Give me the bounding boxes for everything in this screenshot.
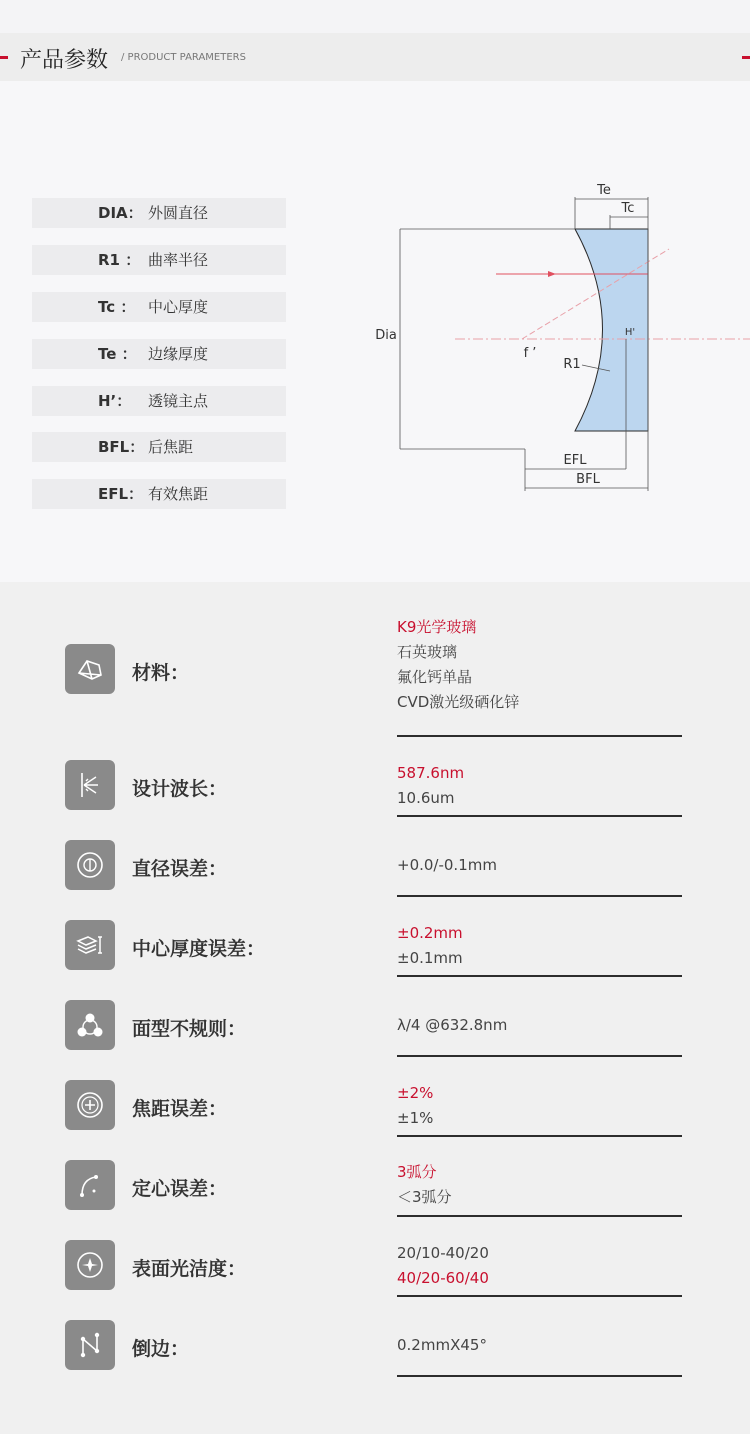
- legend-row: [32, 479, 286, 509]
- spec-value: 40/20-60/40: [397, 1269, 489, 1287]
- spec-value: ±1%: [397, 1109, 434, 1127]
- legend-desc: 外圆直径: [148, 204, 209, 222]
- header-accent-left: [0, 56, 8, 59]
- spec-value: 石英玻璃: [397, 643, 458, 661]
- legend-row: [32, 292, 286, 322]
- thickness-icon: [65, 920, 115, 970]
- spec-values: [397, 921, 682, 971]
- legend-desc: 中心厚度: [148, 298, 209, 316]
- bfl-label: BFL: [576, 472, 600, 487]
- efl-label: EFL: [563, 453, 587, 468]
- spec-label: 直径误差：: [132, 858, 228, 880]
- header-accent-right: [742, 56, 750, 59]
- spec-material: [0, 618, 750, 711]
- spec-divider: [397, 1055, 682, 1057]
- legend-desc: 边缘厚度: [148, 345, 209, 363]
- legend-key: H’：: [98, 392, 132, 410]
- h-label: H': [624, 327, 636, 338]
- spec-label: 材料：: [132, 662, 190, 684]
- spec-wavelength: [0, 758, 750, 838]
- spec-values: [397, 1160, 682, 1210]
- spec-value: 氟化钙单晶: [397, 668, 473, 686]
- spec-value: K9光学玻璃: [397, 618, 477, 636]
- spec-divider: [397, 975, 682, 977]
- material-icon: [65, 644, 115, 694]
- spec-label: 焦距误差：: [132, 1098, 228, 1120]
- spec-value: +0.0/-0.1mm: [397, 856, 497, 874]
- spec-label: 中心厚度误差：: [132, 938, 266, 960]
- spec-divider: [397, 1135, 682, 1137]
- surface-icon: [65, 1000, 115, 1050]
- legend-desc: 曲率半径: [148, 251, 209, 269]
- spec-label: 面型不规则：: [132, 1018, 247, 1040]
- spec-values: [397, 1013, 682, 1038]
- diagram-section: [0, 81, 750, 582]
- spec-values: [397, 761, 682, 811]
- spec-values: [397, 1241, 682, 1291]
- centering-icon: [65, 1160, 115, 1210]
- spec-value: 3弧分: [397, 1163, 437, 1181]
- te-label: Te: [597, 183, 611, 198]
- tc-label: Tc: [621, 201, 635, 216]
- bevel-icon: [65, 1320, 115, 1370]
- spec-value: ±0.1mm: [397, 949, 463, 967]
- spec-value: CVD激光级硒化锌: [397, 693, 520, 711]
- spec-divider: [397, 1295, 682, 1297]
- spec-divider: [397, 735, 682, 737]
- spec-thickness-tolerance: [0, 918, 750, 998]
- spec-list: [0, 582, 750, 1434]
- spec-values: [397, 615, 682, 715]
- legend-row: [32, 432, 286, 462]
- spec-label: 表面光洁度：: [132, 1258, 247, 1280]
- legend-key: EFL：: [98, 485, 144, 503]
- spec-focal-tolerance: [0, 1078, 750, 1158]
- spec-surface-irregularity: [0, 998, 750, 1078]
- r1-label: R1: [563, 357, 581, 372]
- spec-divider: [397, 1215, 682, 1217]
- spec-value: ±2%: [397, 1084, 434, 1102]
- legend-row: [32, 386, 286, 416]
- spec-centering-tolerance: [0, 1158, 750, 1238]
- lens-body: [575, 229, 648, 431]
- ray-arrow: [548, 271, 556, 277]
- spec-divider: [397, 815, 682, 817]
- legend-key: R1 ：: [98, 251, 141, 269]
- legend-desc: 透镜主点: [148, 392, 209, 410]
- wavelength-icon: [65, 760, 115, 810]
- spec-value: 10.6um: [397, 789, 455, 807]
- legend-desc: 后焦距: [148, 438, 194, 456]
- spec-value: λ/4 @632.8nm: [397, 1016, 508, 1034]
- spec-values: [397, 853, 682, 878]
- section-subtitle: / PRODUCT PARAMETERS: [121, 52, 246, 63]
- diameter-icon: [65, 840, 115, 890]
- section-title: 产品参数: [20, 48, 109, 73]
- spec-value: 0.2mmX45°: [397, 1336, 487, 1354]
- spec-label: 定心误差：: [132, 1178, 228, 1200]
- legend-key: Te ：: [98, 345, 137, 363]
- quality-icon: [65, 1240, 115, 1290]
- spec-values: [397, 1333, 682, 1358]
- dia-label: Dia: [375, 328, 397, 343]
- spec-bevel: [0, 1318, 750, 1398]
- spec-divider: [397, 895, 682, 897]
- spec-label: 设计波长：: [132, 778, 228, 800]
- legend-row: [32, 339, 286, 369]
- f-label: f ’: [523, 346, 537, 361]
- top-strip: [0, 0, 750, 33]
- spec-divider: [397, 1375, 682, 1377]
- focal-icon: [65, 1080, 115, 1130]
- section-header: [0, 33, 750, 81]
- legend-key: Tc ：: [98, 298, 136, 316]
- spec-surface-quality: [0, 1238, 750, 1318]
- spec-values: [397, 1081, 682, 1131]
- spec-value: 20/10-40/20: [397, 1244, 489, 1262]
- spec-label: 倒边：: [132, 1338, 190, 1360]
- lens-diagram: [360, 179, 750, 499]
- legend-key: BFL：: [98, 438, 145, 456]
- legend-key: DIA：: [98, 204, 143, 222]
- legend-row: [32, 245, 286, 275]
- legend-desc: 有效焦距: [148, 485, 209, 503]
- spec-value: ＜3弧分: [397, 1188, 452, 1206]
- legend-row: [32, 198, 286, 228]
- spec-value: 587.6nm: [397, 764, 465, 782]
- spec-value: ±0.2mm: [397, 924, 463, 942]
- spec-diameter-tolerance: [0, 838, 750, 918]
